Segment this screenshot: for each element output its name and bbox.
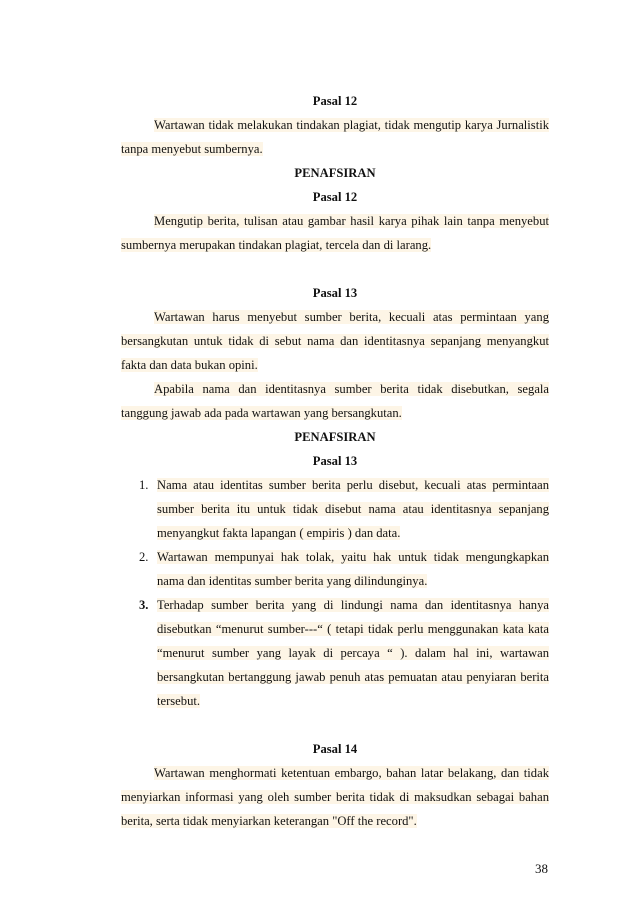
paragraph-text: Wartawan menghormati ketentuan embargo, bahan latar belakang, dan tidak menyiarkan informasi yang oleh sumber berita tidak di maksudkan sebagai bahan berita, serta tidak menyiarkan keterangan "Off the record".: [121, 766, 549, 828]
paragraph-text: Wartawan harus menyebut sumber berita, kecuali atas permintaan yang bersangkutan untuk tidak di sebut nama dan identitasnya sepanjang menyangkut fakta dan data bukan opini.: [121, 310, 549, 372]
section-heading-pasal-13: Pasal 13: [312, 286, 358, 300]
paragraph: [121, 761, 549, 833]
list-item-text: Terhadap sumber berita yang di lindungi nama dan identitasnya hanya disebutkan “menurut sumber---“ ( tetapi tidak perlu menggunakan kata kata “menurut sumber yang layak di percaya “ ). dalam hal ini, wartawan bersangkutan bertanggung jawab penuh atas pemuatan atau penyiaran berita tersebut.: [157, 598, 549, 708]
paragraph: [121, 377, 549, 425]
page-number: 38: [535, 861, 548, 876]
paragraph-text: Apabila nama dan identitasnya sumber berita tidak disebutkan, segala tanggung jawab ada pada wartawan yang bersangkutan.: [121, 382, 549, 420]
section-heading-penafsiran: PENAFSIRAN: [294, 166, 376, 180]
list-item: [121, 473, 549, 545]
paragraph: [121, 209, 549, 257]
list-item: [121, 545, 549, 593]
section-heading-pasal-14: Pasal 14: [312, 742, 358, 756]
section-subheading-pasal-12: Pasal 12: [312, 190, 358, 204]
paragraph: [121, 305, 549, 377]
list-item-number: 3.: [139, 598, 149, 612]
list-item-number: 2.: [139, 550, 149, 564]
section-heading-pasal-12: Pasal 12: [312, 94, 358, 108]
section-subheading-pasal-13: Pasal 13: [312, 454, 358, 468]
list-item-text: Nama atau identitas sumber berita perlu disebut, kecuali atas permintaan sumber berita itu untuk tidak disebut nama atau identitasnya sepanjang menyangkut fakta lapangan ( empiris ) dan data.: [157, 478, 549, 540]
list-item: [121, 593, 549, 713]
numbered-list: [121, 473, 549, 713]
paragraph-text: Mengutip berita, tulisan atau gambar hasil karya pihak lain tanpa menyebut sumbernya merupakan tindakan plagiat, tercela dan di larang.: [121, 214, 549, 252]
section-heading-penafsiran: PENAFSIRAN: [294, 430, 376, 444]
paragraph: [121, 113, 549, 161]
spacer: [121, 257, 549, 281]
paragraph-text: Wartawan tidak melakukan tindakan plagiat, tidak mengutip karya Jurnalistik tanpa menyebut sumbernya.: [121, 118, 549, 156]
page-content: [121, 89, 549, 833]
spacer: [121, 713, 549, 737]
list-item-number: 1.: [139, 478, 149, 492]
list-item-text: Wartawan mempunyai hak tolak, yaitu hak untuk tidak mengungkapkan nama dan identitas sumber berita yang dilindunginya.: [157, 550, 549, 588]
